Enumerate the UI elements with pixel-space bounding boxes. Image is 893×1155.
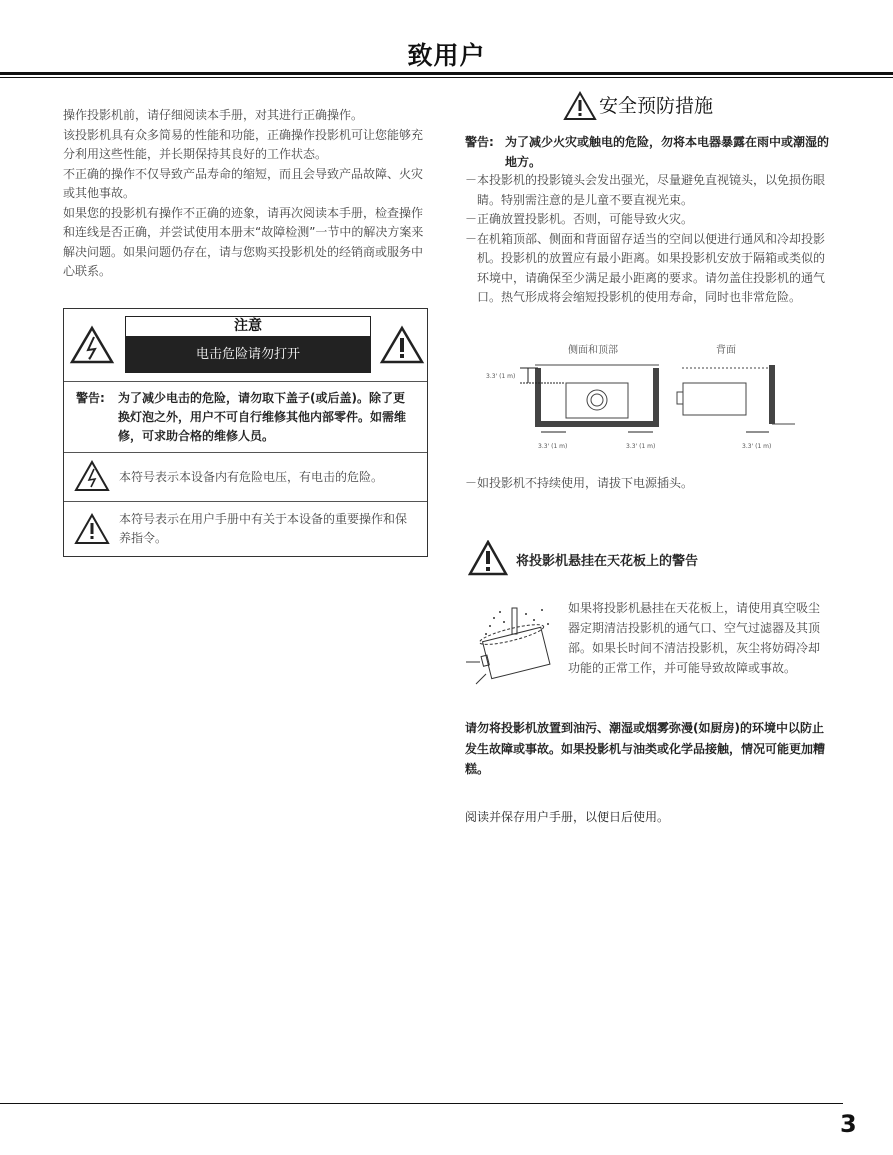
header-rule-thin: [0, 77, 893, 78]
intro-paragraph: 该投影机具有众多简易的性能和功能，正确操作投影机可让您能够充分利用这些性能，并长期保持其良好的工作状态。: [63, 127, 424, 161]
ceiling-text: 如果将投影机悬挂在天花板上，请使用真空吸尘器定期清洁投影机的通气口、空气过滤器及其顶部。如果长时间不清洁投影机，灰尘将妨碍冷却功能的正常工作，并可能导致故障或事故。: [568, 601, 821, 675]
dim-back: 3.3' (1 m): [742, 443, 772, 450]
electric-shock-warning-icon: [69, 325, 115, 365]
projector-front: [566, 383, 628, 418]
caution-box: [63, 308, 428, 557]
unplug-text: －如投影机不持续使用，请拔下电源插头。: [465, 476, 694, 490]
safety-item: －正确放置投影机。否则，可能导致火灾。: [465, 212, 694, 226]
safety-item: －本投影机的投影镜头会发出强光，尽量避免直视镜头，以免损伤眼睛。特别需注意的是儿童不要直视光束。: [465, 173, 826, 207]
safety-heading-text: 安全预防措施: [599, 95, 714, 117]
clearance-diagram: [480, 342, 820, 462]
electric-shock-warning-icon: [74, 460, 110, 492]
footer-rule: [0, 1103, 843, 1104]
dim-left: 3.3' (1 m): [538, 443, 568, 450]
caution-warning: [76, 389, 416, 446]
diagram-label-back: 背面: [716, 345, 736, 356]
exclamation-warning-icon: [468, 540, 508, 576]
caution-warning-text: 为了减少电击的危险，请勿取下盖子(或后盖)。除了更换灯泡之外，用户不可自行维修其他内部零件。如需维修，可求助合格的维修人员。: [118, 391, 407, 443]
intro-text: [63, 106, 433, 282]
warning-label: 警告:: [465, 135, 494, 149]
symbol-row-shock: [64, 452, 427, 502]
caution-label-box: [125, 316, 371, 373]
enclosure-back: [769, 365, 775, 424]
projector-side: [683, 383, 746, 415]
intro-paragraph: 操作投影机前，请仔细阅读本手册，对其进行正确操作。: [63, 108, 364, 122]
header-rule: [0, 72, 893, 75]
ceiling-heading: [468, 544, 699, 569]
symbol-shock-text: 本符号表示本设备内有危险电压，有电击的危险。: [119, 470, 384, 484]
symbol-row-important: [64, 501, 427, 557]
ceiling-projector-illustration: [464, 604, 560, 686]
caution-sub-label: 电击危险请勿打开: [126, 337, 370, 373]
safety-warning-text: 为了减少火灾或触电的危险，勿将本电器暴露在雨中或潮湿的地方。: [505, 135, 830, 169]
caution-header: [64, 309, 427, 382]
page-title: 致用户: [407, 41, 486, 70]
warning-label: 警告:: [76, 391, 105, 405]
exclamation-warning-icon: [379, 325, 425, 365]
keep-manual-note: 阅读并保存用户手册，以便日后使用。: [465, 810, 670, 824]
exclamation-warning-icon: [563, 91, 597, 121]
safety-heading: [563, 91, 713, 118]
exclamation-warning-icon: [74, 513, 110, 545]
page-number: 3: [840, 1110, 857, 1138]
safety-item: －在机箱顶部、侧面和背面留存适当的空间以便进行通风和冷却投影机。投影机的放置应有最小距离。如果投影机安放于隔箱或类似的环境中，请确保至少满足最小距离的要求。请勿盖住投影机的通气口。热气形成将会缩短投影机的使用寿命，同时也非常危险。: [465, 231, 826, 304]
oil-warning: 请勿将投影机放置到油污、潮湿或烟雾弥漫(如厨房)的环境中以防止发生故障或事故。如果投影机与油类或化学品接触，情况可能更加糟糕。: [465, 721, 826, 776]
dim-right: 3.3' (1 m): [626, 443, 656, 450]
safety-items: [465, 171, 831, 308]
safety-warning: [465, 133, 831, 172]
symbol-important-text: 本符号表示在用户手册中有关于本设备的重要操作和保养指令。: [119, 512, 408, 545]
caution-label: 注意: [126, 317, 370, 337]
intro-paragraph: 不正确的操作不仅导致产品寿命的缩短，而且会导致产品故障、火灾或其他事故。: [63, 166, 424, 200]
ceiling-heading-text: 将投影机悬挂在天花板上的警告: [516, 554, 699, 569]
diagram-label-side-top: 侧面和顶部: [568, 345, 618, 356]
dim-vertical: 3.3' (1 m): [486, 373, 516, 380]
intro-paragraph: 如果您的投影机有操作不正确的迹象，请再次阅读本手册，检查操作和连线是否正确，并尝试使用本册末“故障检测”一节中的解决方案来解决问题。如果问题仍存在，请与您购买投影机处的经销商或服务中心联系。: [63, 205, 424, 278]
